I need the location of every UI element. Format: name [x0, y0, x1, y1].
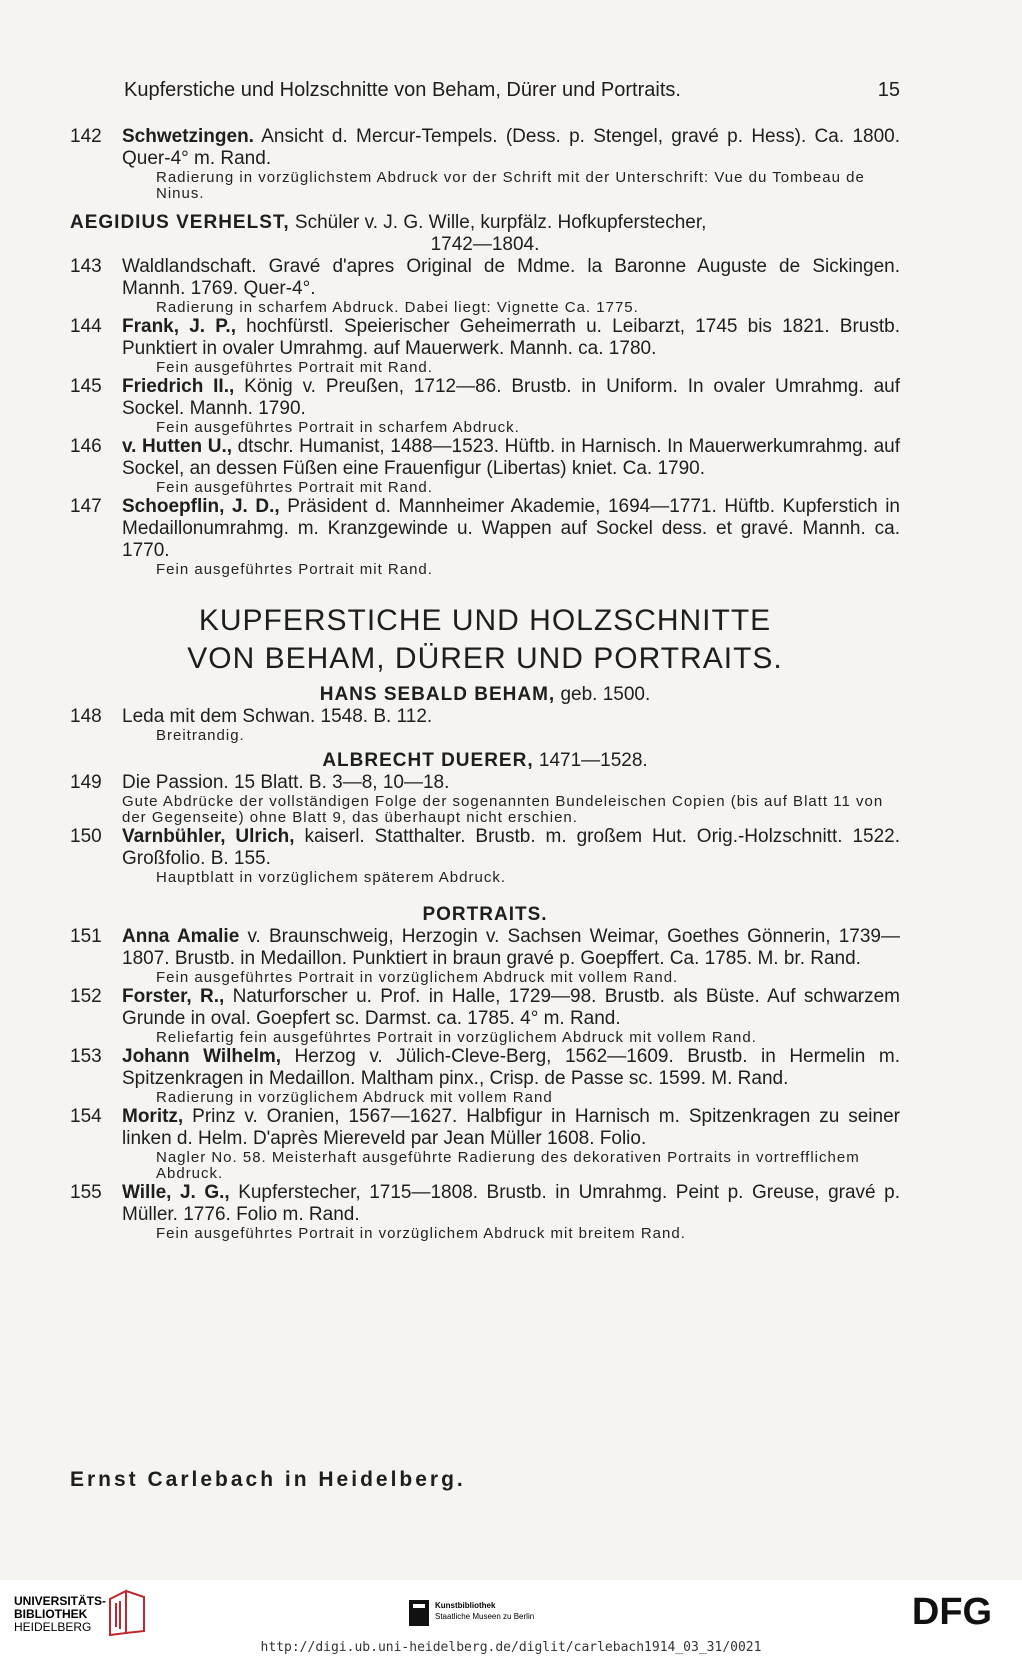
entry-body — [122, 376, 900, 420]
entry-text: v. Braunschweig, Herzogin v. Sachsen Weimar, Goethes Gönnerin, 1739—1807. Brustb. in Medaillon. Punktiert in braun gravé p. Goepffert. Ca. 1785. M. br. Rand. — [122, 926, 900, 969]
entry-name: Forster, R., — [122, 986, 225, 1007]
entry-name: Varnbühler, Ulrich, — [122, 826, 295, 847]
entry-line — [70, 436, 900, 480]
uni-line3: HEIDELBERG — [14, 1620, 92, 1634]
permalink-url[interactable]: http://digi.ub.uni-heidelberg.de/diglit/carlebach1914_03_31/0021 — [260, 1640, 762, 1655]
kunstbibliothek-mark-icon — [409, 1600, 429, 1626]
kb-line2: Staatliche Museen zu Berlin — [435, 1612, 535, 1621]
entry-line — [70, 986, 900, 1030]
catalog-entry — [70, 706, 900, 744]
uni-heidelberg-logo[interactable] — [14, 1595, 106, 1634]
section-heading-line1: KUPFERSTICHE UND HOLZSCHNITTE — [198, 604, 772, 637]
entry-text: Herzog v. Jülich-Cleve-Berg, 1562—1609. Brustb. in Hermelin m. Spitzenkragen in Medaillon. Maltham pinx., Crisp. de Passe sc. 1599. M. Rand. — [122, 1046, 900, 1089]
entry-name: Wille, J. G., — [122, 1182, 230, 1203]
entry-name: Friedrich II., — [122, 376, 235, 397]
entry-number: 143 — [70, 256, 102, 277]
catalog-entry — [70, 1046, 900, 1106]
entry-body — [122, 316, 900, 360]
catalog-entry — [70, 1106, 900, 1182]
catalog-entry — [70, 436, 900, 496]
catalog-entry — [70, 126, 900, 202]
entry-text: Die Passion. 15 Blatt. B. 3—8, 10—18. — [122, 772, 450, 793]
beham-name: HANS SEBALD BEHAM, — [319, 684, 556, 705]
portraits-heading-wrap — [70, 904, 900, 926]
entry-body — [122, 826, 900, 870]
entry-number: 145 — [70, 376, 102, 397]
entry-number: 152 — [70, 986, 102, 1007]
duerer-name: ALBRECHT DUERER, — [322, 750, 534, 771]
entry-body — [122, 1046, 900, 1090]
entry-note: Hauptblatt in vorzüglichem späterem Abdruck. — [156, 869, 506, 886]
entry-body — [122, 986, 900, 1030]
artist-beham — [70, 684, 900, 706]
entry-number: 154 — [70, 1106, 102, 1127]
artist-duerer — [70, 750, 900, 772]
catalog-entry — [70, 496, 900, 578]
kunstbibliothek-logo[interactable] — [435, 1600, 534, 1622]
catalog-entry — [70, 256, 900, 316]
entry-text: Waldlandschaft. Gravé d'apres Original de Mdme. la Baronne Auguste de Sickingen. Mannh. 1769. Quer-4°. — [122, 256, 900, 299]
artist-dates: 1742—1804. — [430, 234, 540, 255]
uni-line2: BIBLIOTHEK — [14, 1607, 88, 1621]
entry-note: Fein ausgeführtes Portrait in scharfem Abdruck. — [156, 419, 520, 436]
artist-text: Schüler v. J. G. Wille, kurpfälz. Hofkupferstecher, — [289, 212, 707, 233]
entry-text: dtschr. Humanist, 1488—1523. Hüftb. in Harnisch. In Mauerwerkumrahmg. auf Sockel, an dessen Füßen eine Frauenfigur (Libertas) kniet. Ca. 1790. — [122, 436, 900, 479]
entry-body — [122, 256, 900, 300]
page-number: 15 — [877, 79, 900, 101]
entry-number: 150 — [70, 826, 102, 847]
entry-body — [122, 772, 900, 794]
entry-line — [70, 376, 900, 420]
entry-number: 155 — [70, 1182, 102, 1203]
portraits-heading: PORTRAITS. — [422, 904, 548, 925]
section-heading-line2: VON BEHAM, DÜRER UND PORTRAITS. — [187, 642, 783, 675]
catalog-entry — [70, 986, 900, 1046]
entry-number: 144 — [70, 316, 102, 337]
catalog-entry — [70, 926, 900, 986]
entry-body — [122, 496, 900, 562]
entry-name: v. Hutten U., — [122, 436, 233, 457]
entry-note: Reliefartig fein ausgeführtes Portrait in vorzüglichem Abdruck mit vollem Rand. — [156, 1029, 757, 1046]
entry-name: Johann Wilhelm, — [122, 1046, 282, 1067]
entry-note: Fein ausgeführtes Portrait in vorzüglichem Abdruck mit breitem Rand. — [156, 1225, 686, 1242]
entry-number: 147 — [70, 496, 102, 517]
entry-text: König v. Preußen, 1712—86. Brustb. in Uniform. In ovaler Umrahmg. auf Sockel. Mannh. 1790. — [122, 376, 900, 419]
entry-text: Prinz v. Oranien, 1567—1627. Halbfigur in Harnisch m. Spitzenkragen zu seiner linken d. Helm. D'après Miereveld par Jean Müller 1608. Folio. — [122, 1106, 900, 1149]
entry-note: Radierung in scharfem Abdruck. Dabei liegt: Vignette Ca. 1775. — [156, 299, 639, 316]
entry-note: Fein ausgeführtes Portrait mit Rand. — [156, 359, 433, 376]
entries-mid — [70, 256, 900, 578]
entry-body — [122, 126, 900, 170]
header-title: Kupferstiche und Holzschnitte von Beham, Dürer und Portraits. — [124, 79, 681, 101]
beham-text: geb. 1500. — [555, 684, 651, 705]
entries-portraits — [70, 926, 900, 1242]
entry-note: Fein ausgeführtes Portrait mit Rand. — [156, 479, 433, 496]
entry-line — [70, 826, 900, 870]
entry-line — [70, 316, 900, 360]
catalog-entry — [70, 772, 900, 826]
entry-148-wrap — [70, 706, 900, 744]
entry-note: Nagler No. 58. Meisterhaft ausgeführte Radierung des dekorativen Portraits in vortrefflichem Abdruck. — [156, 1149, 860, 1182]
entry-note: Gute Abdrücke der vollständigen Folge der sogenannten Bundeleischen Copien (bis auf Blatt 11 von der Gegenseite) ohne Blatt 9, das überhaupt nicht erschien. — [122, 793, 884, 826]
entry-number: 142 — [70, 126, 102, 147]
entry-150-wrap — [70, 826, 900, 886]
entry-name: Schoepflin, J. D., — [122, 496, 280, 517]
kb-line1: Kunstbibliothek — [435, 1601, 496, 1610]
catalog-entry — [70, 376, 900, 436]
uni-line1: UNIVERSITÄTS- — [14, 1594, 107, 1608]
entry-text: kaiserl. Statthalter. Brustb. m. großem Hut. Orig.-Holzschnitt. 1522. Großfolio. B. 155. — [122, 826, 900, 869]
entry-note: Breitrandig. — [156, 727, 245, 744]
entry-name: Anna Amalie — [122, 926, 240, 947]
entry-line — [70, 496, 900, 562]
artist-name: AEGIDIUS VERHELST, — [70, 212, 290, 233]
catalog-entry — [70, 316, 900, 376]
entry-note: Radierung in vorzüglichstem Abdruck vor der Schrift mit der Unterschrift: Vue du Tombeau de Ninus. — [156, 169, 865, 202]
catalog-entry — [70, 1182, 900, 1242]
entry-line — [70, 256, 900, 300]
dfg-logo-icon — [902, 1592, 1002, 1630]
entry-text: Leda mit dem Schwan. 1548. B. 112. — [122, 706, 433, 727]
entry-note: Fein ausgeführtes Portrait in vorzüglichem Abdruck mit vollem Rand. — [156, 969, 679, 986]
entry-body — [122, 706, 900, 728]
catalog-entry — [70, 826, 900, 886]
entry-text: hochfürstl. Speierischer Geheimerrath u. Leibarzt, 1745 bis 1821. Brustb. Punktiert in ovaler Umrahmg. auf Mauerwerk. Mannh. ca. 1780. — [122, 316, 900, 359]
publisher-imprint: Ernst Carlebach in Heidelberg. — [70, 1468, 466, 1491]
entry-body — [122, 436, 900, 480]
artist-verhelst — [70, 212, 900, 256]
entry-149-wrap — [70, 772, 900, 826]
footer-bar — [0, 1580, 1022, 1659]
entry-text: Präsident d. Mannheimer Akademie, 1694—1771. Hüftb. Kupferstich in Medaillonumrahmg. m. Kranzgewinde u. Wappen auf Sockel dess. et gravé. Mannh. ca. 1770. — [122, 496, 901, 561]
entry-number: 151 — [70, 926, 102, 947]
entry-note: Radierung in vorzüglichem Abdruck mit vollem Rand — [156, 1089, 553, 1106]
entry-name: Frank, J. P., — [122, 316, 236, 337]
entry-number: 146 — [70, 436, 102, 457]
entry-number: 148 — [70, 706, 102, 727]
section-heading — [70, 602, 900, 678]
entries-top — [70, 126, 900, 202]
entry-text: Ansicht d. Mercur-Tempels. (Dess. p. Stengel, gravé p. Hess). Ca. 1800. Quer-4° m. Rand. — [122, 126, 900, 169]
entry-name: Moritz, — [122, 1106, 184, 1127]
dfg-text: DFG — [911, 1592, 993, 1630]
entry-body — [122, 1182, 900, 1226]
entry-line — [70, 1106, 900, 1150]
entry-number: 153 — [70, 1046, 102, 1067]
entry-line — [70, 706, 900, 728]
entry-body — [122, 926, 900, 970]
entry-name: Schwetzingen. — [122, 126, 254, 147]
entry-line — [70, 772, 900, 794]
entry-body — [122, 1106, 900, 1150]
catalog-content — [70, 126, 900, 1242]
entry-note: Fein ausgeführtes Portrait mit Rand. — [156, 561, 433, 578]
duerer-text: 1471—1528. — [533, 750, 648, 771]
dfg-logo[interactable] — [902, 1592, 1002, 1634]
entry-text: Naturforscher u. Prof. in Halle, 1729—98. Brustb. als Büste. Auf schwarzem Grunde in oval. Goepfert sc. Darmst. ca. 1785. 4° m. Rand. — [122, 986, 900, 1029]
entry-line — [70, 1182, 900, 1226]
entry-line — [70, 1046, 900, 1090]
library-emblem-icon — [106, 1589, 150, 1637]
entry-line — [70, 926, 900, 970]
entry-number: 149 — [70, 772, 102, 793]
running-header — [124, 79, 900, 102]
entry-line — [70, 126, 900, 170]
entry-text: Kupferstecher, 1715—1808. Brustb. in Umrahmg. Peint p. Greuse, gravé p. Müller. 1776. Folio m. Rand. — [122, 1182, 900, 1225]
